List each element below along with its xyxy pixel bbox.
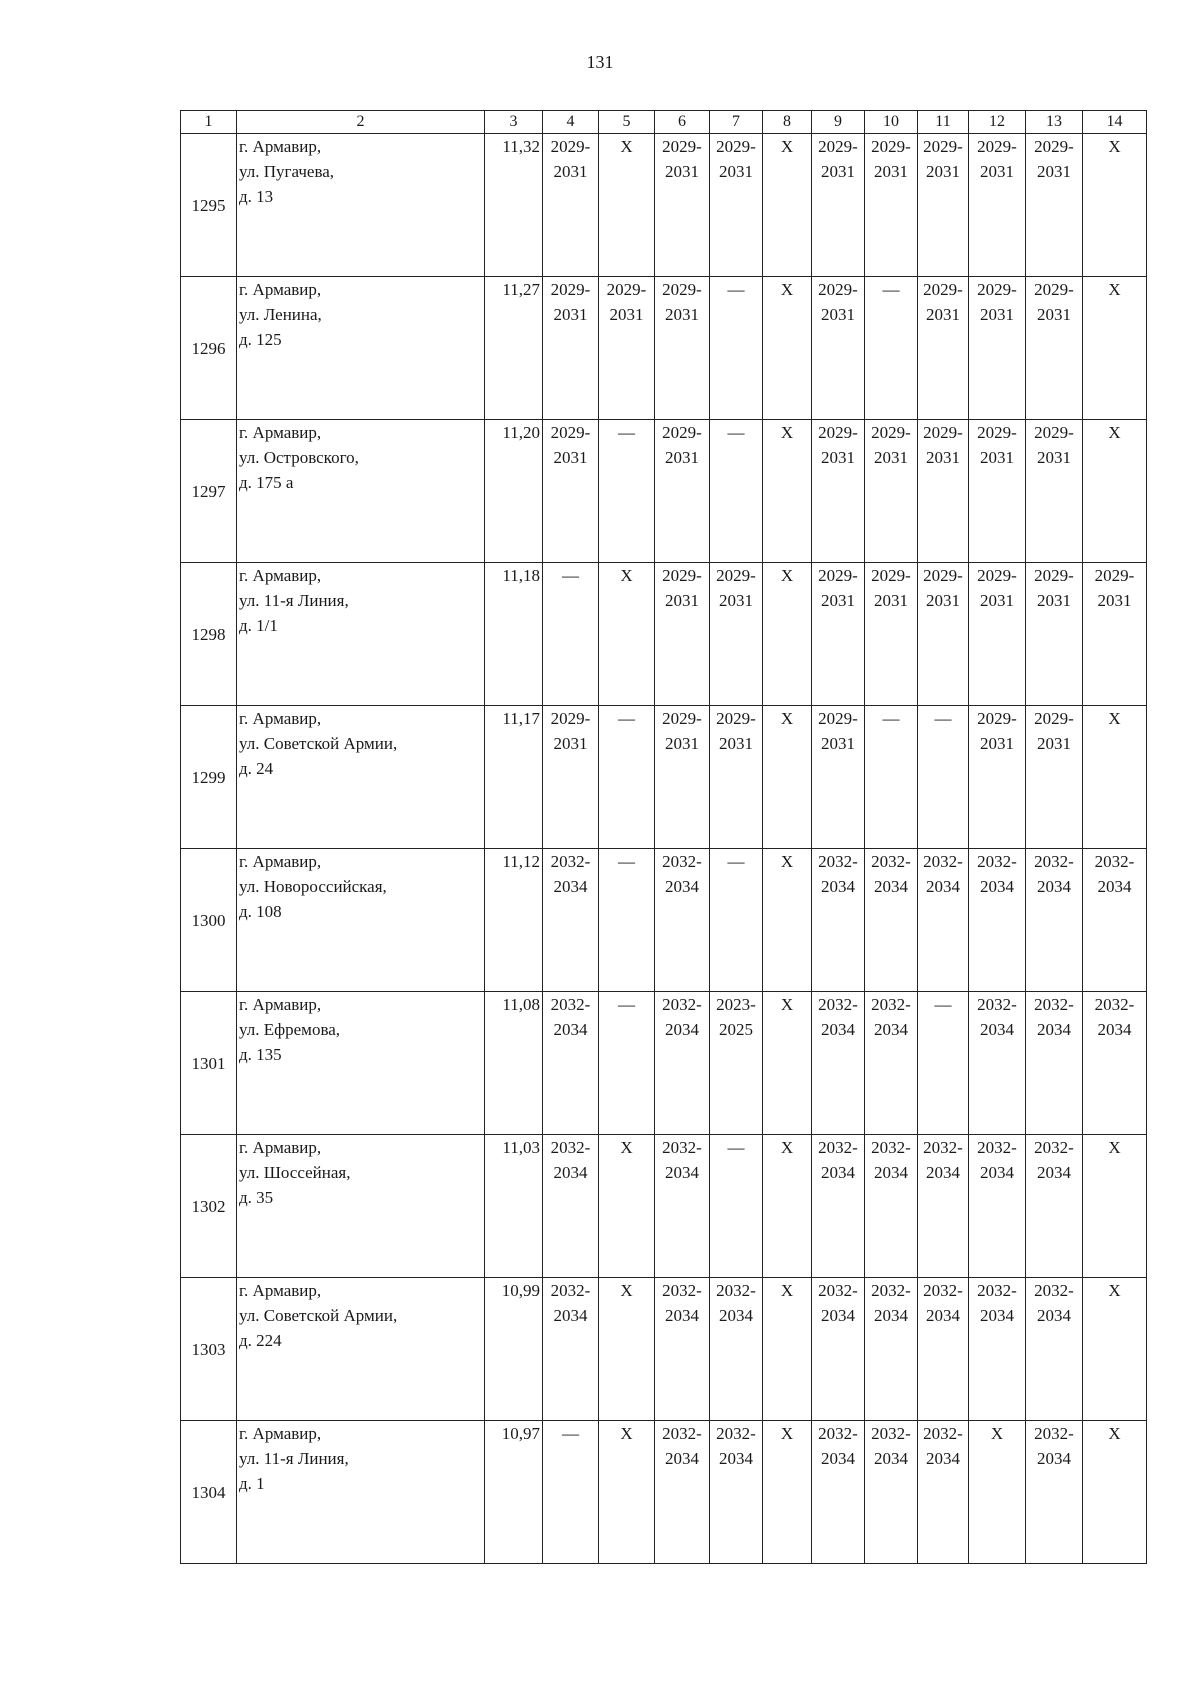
period-cell: X — [763, 563, 812, 706]
period-cell: 2029- 2031 — [865, 134, 918, 277]
period-cell: 2032- 2034 — [1083, 992, 1147, 1135]
table-row — [181, 1421, 1147, 1564]
row-number: 1303 — [181, 1278, 237, 1421]
period-cell: — — [918, 706, 969, 849]
address-line: ул. Ефремова, — [239, 1020, 341, 1039]
value-cell: 11,12 — [485, 849, 543, 992]
address-line: д. 135 — [239, 1045, 282, 1064]
period-cell: 2032- 2034 — [812, 1135, 865, 1278]
period-cell: X — [599, 563, 655, 706]
period-cell: 2029- 2031 — [812, 563, 865, 706]
period-cell: 2029- 2031 — [543, 420, 599, 563]
period-cell: 2029- 2031 — [543, 277, 599, 420]
period-cell: 2032- 2034 — [918, 1135, 969, 1278]
header-cell: 13 — [1026, 111, 1083, 134]
table-row — [181, 420, 1147, 563]
address-cell — [237, 992, 485, 1135]
address-cell — [237, 277, 485, 420]
period-cell: 2032- 2034 — [812, 849, 865, 992]
period-cell: 2032- 2034 — [918, 1421, 969, 1564]
period-cell: 2029- 2031 — [710, 563, 763, 706]
period-cell: 2029- 2031 — [918, 563, 969, 706]
header-cell: 2 — [237, 111, 485, 134]
period-cell: 2032- 2034 — [543, 992, 599, 1135]
period-cell: — — [710, 1135, 763, 1278]
address-cell — [237, 1278, 485, 1421]
period-cell: X — [763, 1135, 812, 1278]
period-cell: — — [865, 706, 918, 849]
address-line: ул. Ленина, — [239, 305, 322, 324]
period-cell: 2029- 2031 — [865, 563, 918, 706]
period-cell: 2029- 2031 — [543, 134, 599, 277]
period-cell: 2032- 2034 — [969, 849, 1026, 992]
period-cell: 2032- 2034 — [655, 1278, 710, 1421]
period-cell: 2032- 2034 — [543, 849, 599, 992]
header-cell: 14 — [1083, 111, 1147, 134]
table-row — [181, 134, 1147, 277]
address-line: д. 1 — [239, 1474, 265, 1493]
row-number: 1296 — [181, 277, 237, 420]
value-cell: 10,97 — [485, 1421, 543, 1564]
period-cell: X — [599, 1135, 655, 1278]
address-line: г. Армавир, — [239, 995, 322, 1014]
period-cell: 2032- 2034 — [543, 1135, 599, 1278]
period-cell: — — [599, 420, 655, 563]
period-cell: 2029- 2031 — [918, 420, 969, 563]
header-cell: 6 — [655, 111, 710, 134]
period-cell: 2029- 2031 — [969, 563, 1026, 706]
period-cell: 2032- 2034 — [865, 1278, 918, 1421]
period-cell: 2029- 2031 — [1026, 277, 1083, 420]
address-line: ул. Островского, — [239, 448, 359, 467]
address-cell — [237, 1135, 485, 1278]
period-cell: — — [543, 1421, 599, 1564]
address-line: ул. Шоссейная, — [239, 1163, 351, 1182]
address-line: ул. 11-я Линия, — [239, 591, 349, 610]
value-cell: 10,99 — [485, 1278, 543, 1421]
period-cell: 2029- 2031 — [1026, 563, 1083, 706]
period-cell: X — [599, 1421, 655, 1564]
period-cell: — — [599, 992, 655, 1135]
period-cell: X — [763, 134, 812, 277]
value-cell: 11,08 — [485, 992, 543, 1135]
period-cell: 2029- 2031 — [812, 420, 865, 563]
address-line: г. Армавир, — [239, 1424, 322, 1443]
period-cell: 2029- 2031 — [1026, 706, 1083, 849]
row-number: 1300 — [181, 849, 237, 992]
period-cell: — — [599, 849, 655, 992]
table-row — [181, 992, 1147, 1135]
address-cell — [237, 1421, 485, 1564]
period-cell: 2029- 2031 — [969, 420, 1026, 563]
period-cell: X — [1083, 1421, 1147, 1564]
row-number: 1297 — [181, 420, 237, 563]
header-cell: 9 — [812, 111, 865, 134]
period-cell: 2029- 2031 — [1026, 420, 1083, 563]
value-cell: 11,20 — [485, 420, 543, 563]
address-line: ул. 11-я Линия, — [239, 1449, 349, 1468]
address-line: д. 108 — [239, 902, 282, 921]
address-line: г. Армавир, — [239, 709, 322, 728]
period-cell: 2032- 2034 — [1026, 849, 1083, 992]
period-cell: — — [710, 277, 763, 420]
table-body — [181, 134, 1147, 1564]
period-cell: — — [543, 563, 599, 706]
period-cell: 2029- 2031 — [543, 706, 599, 849]
address-line: д. 125 — [239, 330, 282, 349]
period-cell: 2032- 2034 — [918, 849, 969, 992]
address-line: г. Армавир, — [239, 566, 322, 585]
period-cell: 2032- 2034 — [655, 992, 710, 1135]
period-cell: 2032- 2034 — [655, 849, 710, 992]
period-cell: 2029- 2031 — [1083, 563, 1147, 706]
value-cell: 11,03 — [485, 1135, 543, 1278]
header-cell: 4 — [543, 111, 599, 134]
period-cell: — — [710, 849, 763, 992]
period-cell: 2029- 2031 — [655, 134, 710, 277]
row-number: 1302 — [181, 1135, 237, 1278]
period-cell: — — [865, 277, 918, 420]
table-row — [181, 277, 1147, 420]
period-cell: X — [763, 420, 812, 563]
address-cell — [237, 134, 485, 277]
header-cell: 8 — [763, 111, 812, 134]
period-cell: 2029- 2031 — [812, 134, 865, 277]
page-number: 131 — [586, 52, 614, 72]
address-line: ул. Пугачева, — [239, 162, 335, 181]
header-cell: 3 — [485, 111, 543, 134]
address-line: д. 13 — [239, 187, 274, 206]
period-cell: 2032- 2034 — [865, 849, 918, 992]
period-cell: 2029- 2031 — [710, 706, 763, 849]
address-cell — [237, 706, 485, 849]
address-line: г. Армавир, — [239, 1138, 322, 1157]
header-cell: 12 — [969, 111, 1026, 134]
header-cell: 1 — [181, 111, 237, 134]
period-cell: 2032- 2034 — [710, 1278, 763, 1421]
period-cell: 2032- 2034 — [710, 1421, 763, 1564]
header-cell: 11 — [918, 111, 969, 134]
period-cell: 2032- 2034 — [865, 1421, 918, 1564]
period-cell: X — [969, 1421, 1026, 1564]
period-cell: 2029- 2031 — [710, 134, 763, 277]
period-cell: 2023- 2025 — [710, 992, 763, 1135]
address-cell — [237, 563, 485, 706]
period-cell: 2032- 2034 — [655, 1135, 710, 1278]
period-cell: 2029- 2031 — [918, 134, 969, 277]
period-cell: 2029- 2031 — [599, 277, 655, 420]
row-number: 1299 — [181, 706, 237, 849]
period-cell: 2032- 2034 — [1026, 1135, 1083, 1278]
period-cell: 2032- 2034 — [1026, 992, 1083, 1135]
schedule-table — [180, 110, 1147, 1564]
period-cell: X — [1083, 420, 1147, 563]
row-number: 1301 — [181, 992, 237, 1135]
period-cell: 2032- 2034 — [918, 1278, 969, 1421]
period-cell: 2029- 2031 — [969, 134, 1026, 277]
period-cell: 2029- 2031 — [865, 420, 918, 563]
period-cell: 2032- 2034 — [1026, 1421, 1083, 1564]
period-cell: X — [763, 277, 812, 420]
period-cell: 2032- 2034 — [865, 992, 918, 1135]
value-cell: 11,18 — [485, 563, 543, 706]
period-cell: 2029- 2031 — [1026, 134, 1083, 277]
period-cell: 2032- 2034 — [812, 1278, 865, 1421]
value-cell: 11,32 — [485, 134, 543, 277]
table-row — [181, 706, 1147, 849]
period-cell: X — [1083, 1278, 1147, 1421]
address-line: ул. Советской Армии, — [239, 734, 398, 753]
period-cell: 2029- 2031 — [655, 420, 710, 563]
period-cell: X — [763, 1278, 812, 1421]
value-cell: 11,17 — [485, 706, 543, 849]
period-cell: 2029- 2031 — [655, 563, 710, 706]
period-cell: X — [1083, 134, 1147, 277]
period-cell: — — [599, 706, 655, 849]
period-cell: X — [1083, 1135, 1147, 1278]
period-cell: 2032- 2034 — [812, 1421, 865, 1564]
period-cell: X — [1083, 706, 1147, 849]
period-cell: X — [763, 849, 812, 992]
row-number: 1304 — [181, 1421, 237, 1564]
address-cell — [237, 420, 485, 563]
address-line: ул. Новороссийская, — [239, 877, 387, 896]
period-cell: 2029- 2031 — [812, 277, 865, 420]
address-line: д. 1/1 — [239, 616, 278, 635]
period-cell: X — [763, 992, 812, 1135]
address-line: г. Армавир, — [239, 280, 322, 299]
table-row — [181, 1135, 1147, 1278]
row-number: 1295 — [181, 134, 237, 277]
header-cell: 10 — [865, 111, 918, 134]
period-cell: 2032- 2034 — [969, 992, 1026, 1135]
table-row — [181, 1278, 1147, 1421]
period-cell: X — [599, 1278, 655, 1421]
period-cell: 2029- 2031 — [969, 706, 1026, 849]
header-cell: 7 — [710, 111, 763, 134]
address-line: г. Армавир, — [239, 852, 322, 871]
table-row — [181, 849, 1147, 992]
period-cell: 2032- 2034 — [543, 1278, 599, 1421]
period-cell: 2029- 2031 — [655, 706, 710, 849]
period-cell: — — [918, 992, 969, 1135]
period-cell: 2029- 2031 — [918, 277, 969, 420]
period-cell: 2029- 2031 — [655, 277, 710, 420]
period-cell: X — [763, 706, 812, 849]
period-cell: X — [599, 134, 655, 277]
address-line: д. 35 — [239, 1188, 274, 1207]
address-line: г. Армавир, — [239, 1281, 322, 1300]
address-line: г. Армавир, — [239, 423, 322, 442]
period-cell: 2032- 2034 — [969, 1278, 1026, 1421]
period-cell: 2032- 2034 — [969, 1135, 1026, 1278]
value-cell: 11,27 — [485, 277, 543, 420]
row-number: 1298 — [181, 563, 237, 706]
period-cell: 2032- 2034 — [655, 1421, 710, 1564]
header-row — [181, 111, 1147, 134]
period-cell: X — [1083, 277, 1147, 420]
period-cell: 2029- 2031 — [812, 706, 865, 849]
address-line: д. 175 а — [239, 473, 294, 492]
period-cell: 2032- 2034 — [1083, 849, 1147, 992]
address-line: ул. Советской Армии, — [239, 1306, 398, 1325]
period-cell: 2029- 2031 — [969, 277, 1026, 420]
address-line: д. 224 — [239, 1331, 282, 1350]
period-cell: 2032- 2034 — [865, 1135, 918, 1278]
address-line: г. Армавир, — [239, 137, 322, 156]
address-cell — [237, 849, 485, 992]
address-line: д. 24 — [239, 759, 274, 778]
period-cell: 2032- 2034 — [812, 992, 865, 1135]
period-cell: 2032- 2034 — [1026, 1278, 1083, 1421]
header-cell: 5 — [599, 111, 655, 134]
table-row — [181, 563, 1147, 706]
period-cell: X — [763, 1421, 812, 1564]
period-cell: — — [710, 420, 763, 563]
